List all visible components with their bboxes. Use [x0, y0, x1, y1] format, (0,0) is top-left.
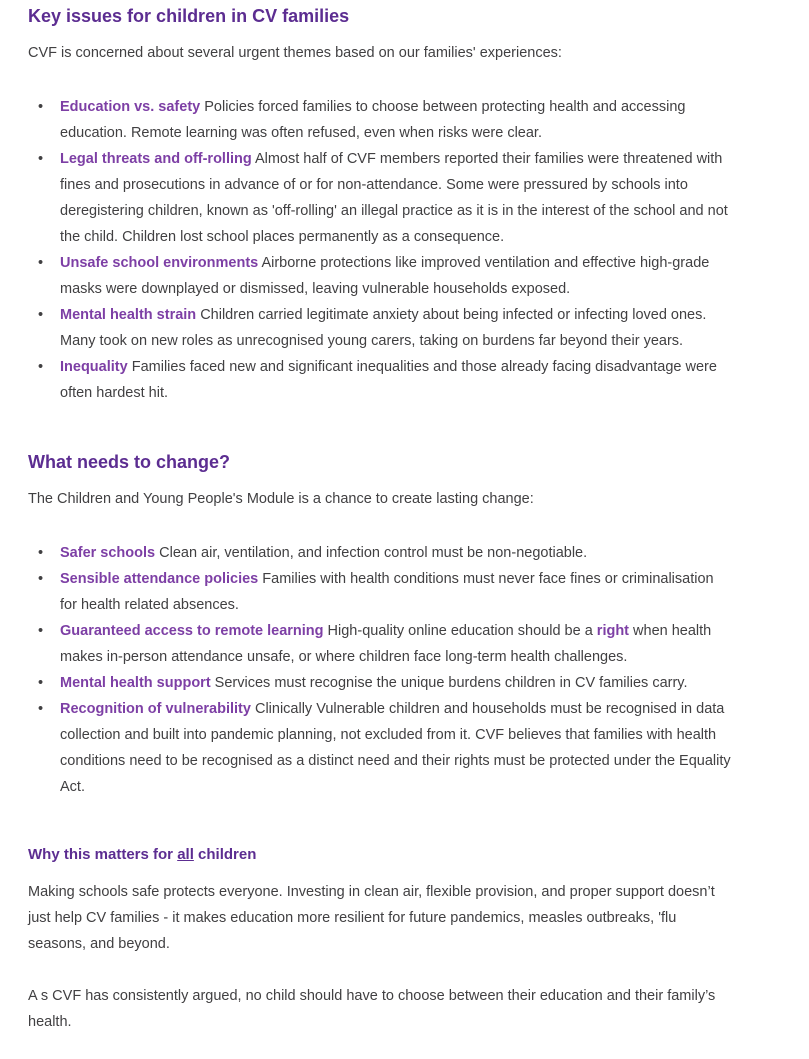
bullet-list-what-needs-to-change — [28, 540, 733, 800]
bullet-text: Clinically Vulnerable children and households must be recognised in data collection and built into pandemic planning, not excluded from it. CVF believes that families with health conditions need to be recognised as a distinct need and their rights must be protected under the Equality Act. — [60, 701, 731, 795]
bullet-lead: Recognition of vulnerability — [60, 701, 251, 717]
paragraph: CVF is concerned about several urgent themes based on our families' experiences: — [28, 45, 562, 61]
intro-paragraphs — [28, 486, 733, 512]
bullet-item — [28, 250, 733, 302]
bullet-lead: Inequality — [60, 359, 128, 375]
accent-word: right — [596, 623, 630, 639]
intro-paragraphs — [28, 40, 733, 66]
bullet-text: High-quality online education should be a — [323, 623, 597, 639]
bullet-lead: Mental health strain — [60, 307, 197, 323]
bullet-text: Policies forced families to choose between protecting health and accessing education. Remote learning was often refused, even when risks were clear. — [60, 99, 686, 141]
bullet-text: Services must recognise the unique burdens children in CV families carry. — [210, 675, 688, 691]
bullet-text: Families with health conditions must never face fines or criminalisation for health related absences. — [60, 571, 714, 613]
heading-text: Why this matters for — [28, 846, 178, 863]
bullet-item — [28, 618, 733, 670]
bullet-text: Almost half of CVF members reported their families were threatened with fines and prosecutions in advance of or for non-attendance. Some were pressured by schools into deregistering children, known as 'off-rolling' an illegal practice as it is in the interest of the school and not the child. Children lost school places permanently as a consequence. — [60, 151, 728, 245]
bullet-lead: Sensible attendance policies — [60, 571, 259, 587]
paragraph: A s CVF has consistently argued, no child should have to choose between their education and their family’s health. — [28, 988, 716, 1030]
bullet-lead: Guaranteed access to remote learning — [60, 623, 324, 639]
bullet-item — [28, 670, 733, 696]
paragraph: The Children and Young People's Module is a chance to create lasting change: — [28, 491, 534, 507]
bullet-text: Clean air, ventilation, and infection control must be non-negotiable. — [155, 545, 588, 561]
bullet-lead: Safer schools — [60, 545, 156, 561]
bullet-item — [28, 302, 733, 354]
bullet-text: Airborne protections like improved ventilation and effective high-grade masks were downplayed or dismissed, leaving vulnerable households exposed. — [60, 255, 710, 297]
section-why-this-matters — [28, 844, 733, 1035]
bullet-item — [28, 566, 733, 618]
bullet-text: Families faced new and significant inequalities and those already facing disadvantage were often hardest hit. — [60, 359, 717, 401]
bullet-list-key-issues — [28, 94, 733, 406]
bullet-text: Children carried legitimate anxiety about being infected or infecting loved ones. Many took on new roles as unrecognised young carers, taking on burdens far beyond their years. — [60, 307, 707, 349]
section-heading-why-this-matters — [28, 844, 733, 866]
section-key-issues — [28, 4, 733, 406]
section-heading-what-needs-to-change — [28, 450, 733, 474]
bullet-item — [28, 146, 733, 250]
heading-text: all — [177, 846, 194, 863]
section-heading-key-issues — [28, 4, 733, 28]
bullet-item — [28, 354, 733, 406]
paragraph: Making schools safe protects everyone. Investing in clean air, flexible provision, and proper support doesn’t just help CV families - it makes education more resilient for future pandemics, measles outbreaks, 'flu seasons, and beyond. — [28, 884, 715, 952]
bullet-lead: Education vs. safety — [60, 99, 201, 115]
heading-text: children — [193, 846, 257, 863]
heading-text: What needs to change? — [28, 452, 231, 472]
bullet-lead: Unsafe school environments — [60, 255, 259, 271]
heading-text: Key issues for children in CV families — [28, 6, 350, 26]
section-what-needs-to-change — [28, 450, 733, 800]
bullet-lead: Mental health support — [60, 675, 211, 691]
body-paragraphs — [28, 879, 733, 1035]
bullet-lead: Legal threats and off-rolling — [60, 151, 252, 167]
bullet-item — [28, 540, 733, 566]
bullet-text: when health makes in-person attendance unsafe, or where children face long-term health challenges. — [60, 623, 712, 665]
bullet-item — [28, 696, 733, 800]
bullet-item — [28, 94, 733, 146]
